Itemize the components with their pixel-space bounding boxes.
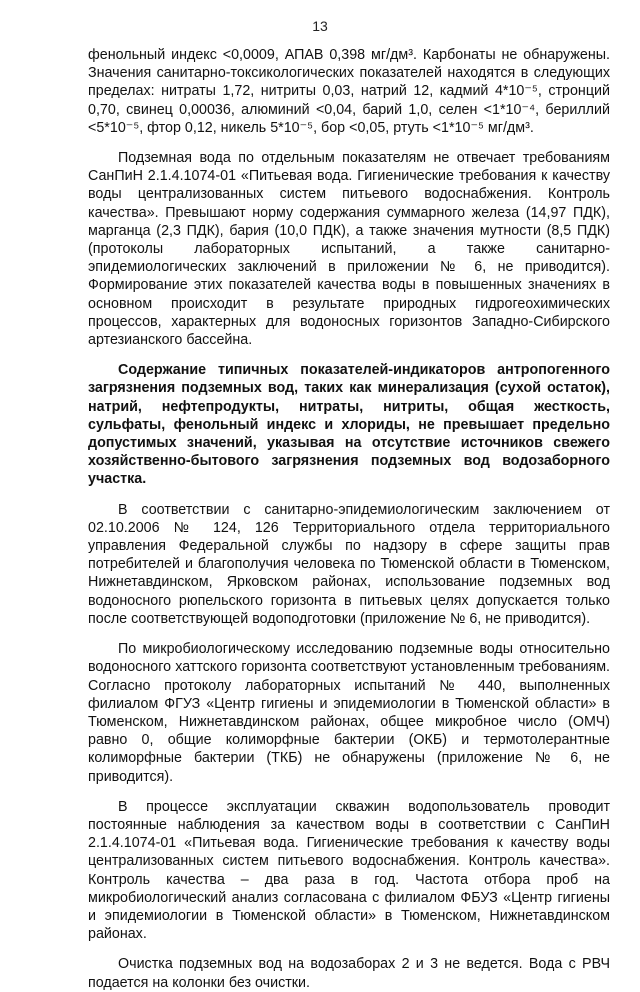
paragraph-anthropogenic-indicators: Содержание типичных показателей-индикаторов антропогенного загрязнения подземных вод, таких как минерализация (сухой остаток), натрий, нефтепродукты, нитраты, нитриты, общая жесткость, сульфаты, фенольный индекс и хлориды, не превышает предельно допустимых значений, указывая на отсутствие источников свежего хозяйственно-бытового загрязнения подземных вод водозаборного участка. xyxy=(88,362,610,488)
page-number: 13 xyxy=(312,18,328,34)
paragraph-sanpin-noncompliance: Подземная вода по отдельным показателям не отвечает требованиям СанПиН 2.1.4.1074-01 «Питьевая вода. Гигиенические требования к качеству воды централизованных систем питьевого водоснабжения. Контроль качества». Превышают норму содержания суммарного железа (14,97 ПДК), марганца (2,3 ПДК), бария (10,0 ПДК), а также значения мутности (8,5 ПДК) (протоколы лабораторных испытаний, а также санитарно-эпидемиологических заключений в приложении № 6, не приводится). Формирование этих показателей качества воды в повышенных значениях в основном происходит в результате природных гидрогеохимических процессов, характерных для водоносных горизонтов Западно-Сибирского артезианского бассейна. xyxy=(88,150,610,349)
document-body xyxy=(88,46,610,992)
paragraph-treatment: Очистка подземных вод на водозаборах 2 и 3 не ведется. Вода с РВЧ подается на колонки без очистки. xyxy=(88,956,610,991)
paragraph-sanitary-conclusion: В соответствии с санитарно-эпидемиологическим заключением от 02.10.2006 № 124, 126 Территориального отдела территориального управления Федеральной службы по надзору в сфере защиты прав потребителей и благополучия человека по Тюменской области в Тюменском, Нижнетавдинском, Ярковском районах, использование подземных вод водоносного рюпельского горизонта в питьевых целях допускается только после соответствующей водоподготовки (приложение № 6, не приводится). xyxy=(88,501,610,627)
paragraph-water-composition: фенольный индекс <0,0009, АПАВ 0,398 мг/дм³. Карбонаты не обнаружены. Значения санитарно-токсикологических показателей находятся в следующих пределах: нитраты 1,72, нитриты 0,03, натрий 12, кадмий 4*10⁻⁵, стронций 0,70, свинец 0,00036, алюминий <0,04, барий 1,0, селен <1*10⁻⁴, бериллий <5*10⁻⁵, фтор 0,12, никель 5*10⁻⁵, бор <0,05, ртуть <1*10⁻⁵ мг/дм³. xyxy=(88,47,610,136)
paragraph-microbiology: По микробиологическому исследованию подземные воды относительно водоносного хаттского горизонта соответствуют установленным требованиям. Согласно протоколу лабораторных испытаний № 440, выполненных филиалом ФГУЗ «Центр гигиены и эпидемиологии в Тюменской области» в Тюменском, Нижнетавдинском районах, общее микробное число (ОМЧ) равно 0, общие колиморфные бактерии (ОКБ) и термотолерантные колиморфные бактерии (ТКБ) не обнаружены (приложение № 6, не приводится). xyxy=(88,641,610,785)
paragraph-monitoring: В процессе эксплуатации скважин водопользователь проводит постоянные наблюдения за качеством воды в соответствии с СанПиН 2.1.4.1074-01 «Питьевая вода. Гигиенические требования к качеству воды централизованных систем питьевого водоснабжения. Контроль качества». Контроль качества – два раза в год. Частота отбора проб на микробиологический анализ согласована с филиалом ФБУЗ «Центр гигиены и эпидемиологии в Тюменской области» в Тюменском, Нижнетавдинском районах. xyxy=(88,798,610,943)
